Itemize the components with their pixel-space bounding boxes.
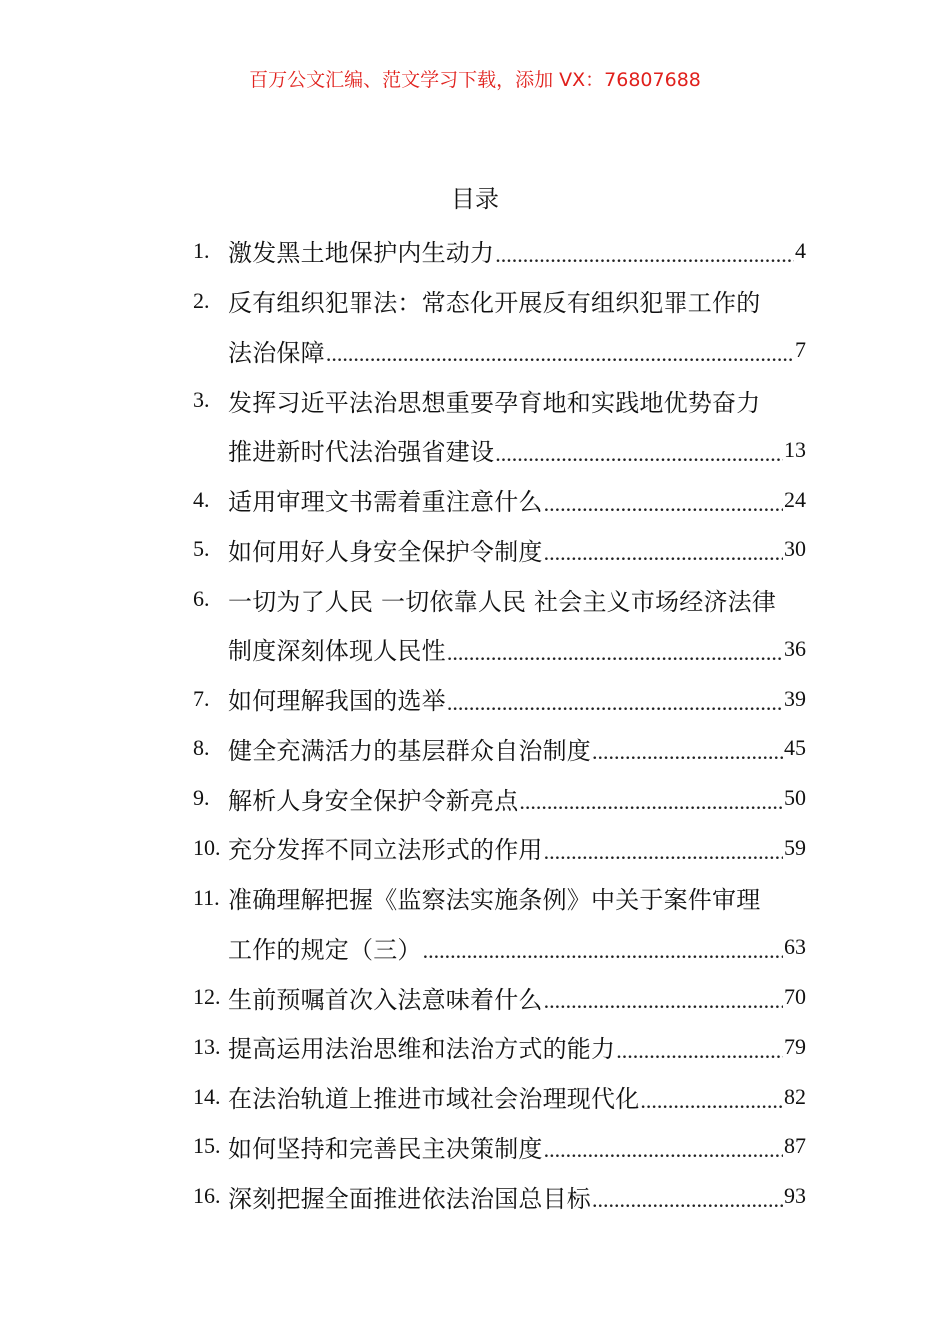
toc-entry-line[interactable] bbox=[193, 425, 806, 475]
dot-leader bbox=[495, 443, 783, 475]
dot-leader bbox=[544, 990, 783, 1022]
toc-entry-line[interactable] bbox=[193, 276, 806, 326]
header-note: 百万公文汇编、范文学习下载，添加 VX：76807688 bbox=[249, 69, 701, 91]
toc-entry-number: 8. bbox=[193, 735, 210, 761]
toc-entry-line[interactable] bbox=[193, 326, 806, 376]
toc-entry-number: 1. bbox=[193, 237, 210, 263]
toc-entry-line[interactable] bbox=[193, 226, 806, 276]
toc-entry-number: 15. bbox=[193, 1133, 221, 1159]
toc-entry-page: 79 bbox=[784, 1033, 806, 1059]
dot-leader bbox=[544, 542, 783, 574]
toc-entry-title: 制度深刻体现人民性 bbox=[228, 637, 446, 666]
dot-leader bbox=[447, 642, 783, 674]
toc-entry-line[interactable] bbox=[193, 724, 806, 774]
toc-entry-title: 法治保障 bbox=[228, 338, 325, 367]
toc-entry-page: 24 bbox=[784, 486, 806, 512]
toc-entry-line[interactable] bbox=[193, 1171, 806, 1221]
dot-leader bbox=[616, 1040, 783, 1072]
toc-entry-line[interactable] bbox=[193, 1022, 806, 1072]
toc-entry-number: 13. bbox=[193, 1033, 221, 1059]
dot-leader bbox=[544, 841, 783, 873]
toc-entry-page: 50 bbox=[784, 785, 806, 811]
toc-entry-title: 深刻把握全面推进依法治国总目标 bbox=[228, 1184, 591, 1213]
toc-entry-line[interactable] bbox=[193, 873, 806, 923]
toc-entry-page: 59 bbox=[784, 834, 806, 860]
toc-entry-number: 7. bbox=[193, 685, 210, 711]
toc-entry-number: 11. bbox=[193, 884, 220, 910]
toc-entry-page: 70 bbox=[784, 984, 806, 1010]
toc-entry-number: 5. bbox=[193, 536, 210, 562]
toc-entry-title: 充分发挥不同立法形式的作用 bbox=[228, 836, 543, 865]
toc-entry-line[interactable] bbox=[193, 923, 806, 973]
toc-entry-title: 健全充满活力的基层群众自治制度 bbox=[228, 736, 591, 765]
toc-entry-page: 63 bbox=[784, 934, 806, 960]
toc-entry-line[interactable] bbox=[193, 375, 806, 425]
toc-entry-page: 7 bbox=[795, 337, 806, 363]
toc-entry-line[interactable] bbox=[193, 475, 806, 525]
toc-entry-title: 在法治轨道上推进市域社会治理现代化 bbox=[228, 1085, 640, 1114]
toc-entry-number: 9. bbox=[193, 785, 210, 811]
toc-entry-title: 适用审理文书需着重注意什么 bbox=[228, 488, 543, 517]
toc-entry-page: 93 bbox=[784, 1183, 806, 1209]
toc-entry-title: 发挥习近平法治思想重要孕育地和实践地优势奋力 bbox=[228, 388, 761, 417]
toc-entry-title: 推进新时代法治强省建设 bbox=[228, 438, 495, 467]
toc-entry-line[interactable] bbox=[193, 823, 806, 873]
toc-entry-line[interactable] bbox=[193, 624, 806, 674]
toc-entry-title: 激发黑土地保护内生动力 bbox=[228, 239, 495, 268]
dot-leader bbox=[326, 343, 794, 375]
toc-entry-line[interactable] bbox=[193, 674, 806, 724]
toc-entry-line[interactable] bbox=[193, 972, 806, 1022]
toc-entry-title: 反有组织犯罪法：常态化开展反有组织犯罪工作的 bbox=[228, 289, 761, 318]
dot-leader bbox=[592, 1189, 783, 1221]
toc-entry-title: 一切为了人民 一切依靠人民 社会主义市场经济法律 bbox=[228, 587, 777, 616]
toc-entry-page: 39 bbox=[784, 685, 806, 711]
toc-entry-page: 36 bbox=[784, 635, 806, 661]
toc-entry-line[interactable] bbox=[193, 574, 806, 624]
toc-entry-number: 6. bbox=[193, 586, 210, 612]
toc-entry-number: 14. bbox=[193, 1083, 221, 1109]
toc-entry-title: 工作的规定（三） bbox=[228, 935, 422, 964]
toc-entry-number: 3. bbox=[193, 387, 210, 413]
table-of-contents bbox=[193, 226, 806, 1221]
toc-entry-title: 生前预嘱首次入法意味着什么 bbox=[228, 985, 543, 1014]
toc-entry-title: 如何用好人身安全保护令制度 bbox=[228, 537, 543, 566]
toc-entry-title: 如何坚持和完善民主决策制度 bbox=[228, 1134, 543, 1163]
toc-title: 目录 bbox=[451, 185, 499, 213]
toc-entry-page: 30 bbox=[784, 536, 806, 562]
toc-entry-page: 13 bbox=[784, 436, 806, 462]
dot-leader bbox=[592, 741, 783, 773]
toc-entry-title: 如何理解我国的选举 bbox=[228, 687, 446, 716]
toc-entry-title: 提高运用法治思维和法治方式的能力 bbox=[228, 1035, 616, 1064]
toc-entry-page: 4 bbox=[795, 237, 806, 263]
toc-entry-page: 87 bbox=[784, 1133, 806, 1159]
toc-entry-line[interactable] bbox=[193, 1122, 806, 1172]
toc-entry-number: 16. bbox=[193, 1183, 221, 1209]
dot-leader bbox=[640, 1090, 783, 1122]
toc-entry-number: 12. bbox=[193, 984, 221, 1010]
toc-entry-line[interactable] bbox=[193, 525, 806, 575]
dot-leader bbox=[447, 692, 783, 724]
dot-leader bbox=[544, 1139, 783, 1171]
toc-entry-page: 45 bbox=[784, 735, 806, 761]
toc-entry-number: 4. bbox=[193, 486, 210, 512]
dot-leader bbox=[544, 493, 783, 525]
dot-leader bbox=[519, 791, 783, 823]
toc-entry-line[interactable] bbox=[193, 1072, 806, 1122]
dot-leader bbox=[423, 940, 783, 972]
toc-entry-title: 解析人身安全保护令新亮点 bbox=[228, 786, 519, 815]
toc-entry-line[interactable] bbox=[193, 773, 806, 823]
toc-entry-title: 准确理解把握《监察法实施条例》中关于案件审理 bbox=[228, 886, 761, 915]
toc-entry-number: 10. bbox=[193, 834, 221, 860]
dot-leader bbox=[495, 244, 794, 276]
toc-entry-number: 2. bbox=[193, 287, 210, 313]
toc-entry-page: 82 bbox=[784, 1083, 806, 1109]
